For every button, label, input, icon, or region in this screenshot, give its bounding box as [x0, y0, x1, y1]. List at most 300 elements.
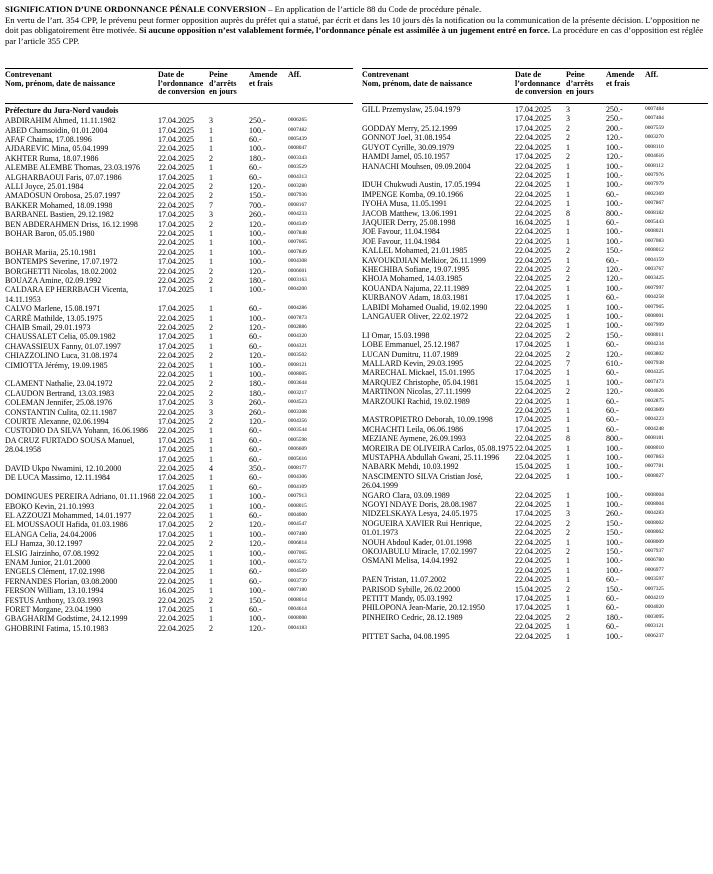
- case-number-line: 0007781: [645, 463, 664, 470]
- fine-amount: [249, 220, 288, 229]
- fine-amount: [606, 509, 645, 518]
- detention-days-line: 2: [209, 417, 213, 427]
- detention-days: [566, 519, 606, 538]
- case-number: [288, 408, 326, 417]
- detention-days: [209, 351, 249, 360]
- order-date: [158, 314, 209, 323]
- order-date-line: 22.04.2025: [515, 622, 551, 632]
- detention-days: [209, 389, 249, 398]
- fine-amount: [606, 500, 645, 509]
- case-number-line: 0007999: [645, 322, 664, 329]
- table-row: [362, 227, 708, 236]
- fine-amount: [606, 133, 645, 142]
- fine-amount: [606, 162, 645, 181]
- case-number-line: 0004286: [288, 305, 307, 312]
- fine-amount: [606, 303, 645, 312]
- contravener-name: HANACHI Mouhsen, 09.09.2004: [362, 161, 471, 171]
- case-number-line: 0008112: [645, 162, 664, 169]
- detention-days-line: 2: [566, 387, 570, 397]
- fine-amount: [606, 415, 645, 424]
- header-date-line1: Date de: [158, 70, 184, 80]
- order-date-line: 17.04.2025: [515, 424, 551, 434]
- case-number-line: 0006237: [645, 632, 664, 639]
- detention-days: [209, 530, 249, 539]
- fine-amount-line: 100.-: [606, 462, 623, 472]
- table-row: [362, 603, 708, 612]
- order-date: [515, 491, 566, 500]
- fine-amount: [249, 135, 288, 144]
- contravener-name: BARBANEL Bastien, 29.12.1982: [5, 210, 114, 220]
- order-date: [515, 124, 566, 133]
- contravener-name: CALDARA EP HERRBACH Vicenta, 14.11.1953: [5, 285, 129, 304]
- case-number: [288, 577, 326, 586]
- case-number: [288, 342, 326, 351]
- order-date-line: 22.04.2025: [515, 443, 551, 453]
- case-number-line: 0007937: [645, 548, 664, 555]
- detention-days-line: 1: [566, 471, 570, 481]
- case-number-line: 0008011: [645, 331, 664, 338]
- header-name-line1: Contrevenant: [5, 70, 52, 80]
- contravener-name: FESTUS Anthony, 13.03.1993: [5, 595, 103, 605]
- table-row: [5, 473, 353, 492]
- fine-amount: [606, 632, 645, 641]
- order-date-line: 22.04.2025: [515, 330, 551, 340]
- fine-amount: [606, 124, 645, 133]
- order-date: [158, 398, 209, 407]
- fine-amount: [606, 462, 645, 471]
- fine-amount-line: 150.-: [249, 595, 266, 605]
- case-number: [288, 511, 326, 520]
- order-date-line: 22.04.2025: [515, 199, 551, 209]
- case-number-line: 0003217: [288, 389, 307, 396]
- fine-amount: [249, 567, 288, 576]
- order-date: [158, 323, 209, 332]
- case-number-line: 0007484: [645, 115, 664, 122]
- fine-amount: [606, 453, 645, 462]
- detention-days-line: 1: [209, 492, 213, 502]
- contravener-name: BONTEMPS Severine, 17.07.1972: [5, 257, 118, 267]
- detention-days-line: 1: [209, 144, 213, 154]
- order-date: [515, 603, 566, 612]
- case-number-line: 0007997: [645, 284, 664, 291]
- detention-days: [566, 378, 606, 387]
- order-date-line: 15.04.2025: [515, 377, 551, 387]
- contravener-name: CONSTANTIN Culita, 02.11.1987: [5, 407, 117, 417]
- fine-amount: [606, 556, 645, 575]
- fine-amount-line: 60.-: [606, 405, 619, 415]
- detention-days-line: 1: [209, 558, 213, 568]
- detention-days: [209, 473, 249, 492]
- detention-days: [209, 323, 249, 332]
- order-date: [158, 624, 209, 633]
- order-date: [515, 209, 566, 218]
- case-number-line: 0006601: [288, 267, 307, 274]
- case-number: [288, 502, 326, 511]
- fine-amount-line: 150.-: [606, 246, 623, 256]
- order-date-line: 22.04.2025: [158, 388, 194, 398]
- contravener-name: ENGELS Clément, 17.02.1998: [5, 567, 105, 577]
- case-number-line: 0003308: [288, 408, 307, 415]
- fine-amount-line: 100.-: [606, 565, 623, 575]
- detention-days: [209, 173, 249, 182]
- order-date-line: 22.04.2025: [515, 321, 551, 331]
- table-row: [5, 304, 353, 313]
- detention-days: [209, 408, 249, 417]
- order-date-line: 22.04.2025: [158, 323, 194, 332]
- contravener-name: IYOHA Musa, 11.05.1991: [362, 199, 447, 209]
- case-number-line: 0004313: [288, 173, 307, 180]
- notice-paragraph-end: La procédure en cas d’opposition est réglée par l’article 355 CPP.: [5, 25, 704, 47]
- detention-days-line: 1: [566, 453, 570, 462]
- detention-days-line: 2: [566, 547, 570, 557]
- contravener-name: PAEN Tristan, 11.07.2002: [362, 575, 447, 585]
- header-aff: Aff.: [288, 70, 302, 80]
- contravener-name: LANGAUER Oliver, 22.02.1972: [362, 311, 469, 321]
- case-number-line: 0004219: [645, 595, 664, 602]
- table-row: [5, 549, 353, 558]
- order-date-line: 17.04.2025: [158, 473, 194, 483]
- fine-amount-line: 60.-: [606, 424, 619, 434]
- contravener-name: BAKKER Mohamed, 18.09.1998: [5, 200, 113, 210]
- table-row: [362, 190, 708, 199]
- case-number-line: 0007480: [288, 530, 307, 537]
- case-number-line: 0006814: [288, 540, 307, 547]
- order-date-line: 22.04.2025: [515, 302, 551, 312]
- contravener-name: BORGHETTI Nicolas, 18.02.2002: [5, 266, 117, 276]
- case-number: [288, 351, 326, 360]
- detention-days-line: 2: [566, 584, 570, 594]
- order-date-line: 17.04.2025: [515, 114, 551, 124]
- detention-days: [209, 549, 249, 558]
- table-row: [5, 614, 353, 623]
- case-number: [645, 472, 683, 491]
- case-number-line: 0004321: [288, 342, 307, 349]
- fine-amount-line: 100.-: [606, 302, 623, 312]
- table-row: [362, 462, 708, 471]
- contravener-name: IDUH Chukwudi Austin, 17.05.1994: [362, 180, 481, 190]
- table-row: [362, 434, 708, 443]
- order-date-line: 22.04.2025: [515, 631, 551, 641]
- detention-days: [566, 209, 606, 218]
- table-row: [362, 425, 708, 434]
- case-number: [645, 284, 683, 293]
- order-date-line: 22.04.2025: [158, 501, 194, 511]
- table-row: [5, 229, 353, 248]
- case-number-line: 0008004: [645, 501, 664, 508]
- case-number: [288, 549, 326, 558]
- order-date-line: 17.04.2025: [158, 529, 194, 539]
- fine-amount-line: 100.-: [249, 492, 266, 502]
- detention-days: [566, 180, 606, 189]
- case-number: [645, 190, 683, 199]
- contravener-name: GBAGHARIM Godstime, 24.12.1999: [5, 614, 128, 624]
- fine-amount: [249, 520, 288, 529]
- fine-amount: [249, 323, 288, 332]
- order-date: [515, 237, 566, 246]
- detention-days: [209, 614, 249, 623]
- table-row: [362, 246, 708, 255]
- case-number: [288, 520, 326, 529]
- case-number-line: 0002369: [645, 190, 664, 197]
- header-name: [362, 71, 515, 103]
- fine-amount-line: 150.-: [249, 191, 266, 201]
- case-number: [288, 464, 326, 473]
- contravener-name: OKOJABULU Miracle, 17.02.1997: [362, 547, 477, 557]
- detention-days-line: 8: [566, 208, 570, 218]
- table-row: [5, 182, 353, 191]
- fine-amount-line: 100.-: [606, 199, 623, 209]
- fine-amount-line: 100.-: [249, 614, 266, 624]
- detention-days: [209, 586, 249, 595]
- case-number: [645, 415, 683, 424]
- contravener-name: KAVOUKDJIAN Melkior, 26.11.1999: [362, 255, 486, 265]
- fine-amount-line: 120.-: [249, 539, 266, 549]
- detention-days-line: 1: [209, 605, 213, 615]
- detention-days: [209, 558, 249, 567]
- fine-amount-line: 60.-: [606, 415, 619, 425]
- order-date-line: 22.04.2025: [515, 358, 551, 368]
- case-number: [645, 312, 683, 331]
- order-date-line: 22.04.2025: [158, 200, 194, 210]
- case-number-line: 0008021: [645, 228, 664, 235]
- fine-amount-line: 150.-: [606, 528, 623, 538]
- case-number-line: 0008010: [645, 444, 664, 451]
- order-date: [158, 116, 209, 125]
- case-number: [288, 614, 326, 623]
- order-date: [158, 530, 209, 539]
- fine-amount: [606, 180, 645, 189]
- detention-days-line: 3: [209, 398, 213, 408]
- detention-days-line: 1: [209, 511, 213, 521]
- order-date-line: 17.04.2025: [515, 152, 551, 162]
- case-number: [645, 340, 683, 349]
- table-row: [362, 585, 708, 594]
- order-date-line: 17.04.2025: [158, 219, 194, 229]
- contravener-name: IMPENGE Komba, 09.10.1966: [362, 189, 464, 199]
- case-number-line: 0004569: [288, 568, 307, 575]
- order-date: [515, 350, 566, 359]
- detention-days-line: 1: [566, 199, 570, 209]
- order-date: [515, 500, 566, 509]
- table-row: [5, 389, 353, 398]
- fine-amount: [606, 237, 645, 246]
- order-date: [158, 126, 209, 135]
- case-number-line: 0004626: [645, 388, 664, 395]
- order-date-line: 22.04.2025: [158, 623, 194, 633]
- case-number: [288, 314, 326, 323]
- header-date-line3: de conversion: [515, 87, 562, 97]
- detention-days: [566, 237, 606, 246]
- order-date-line: 22.04.2025: [515, 453, 551, 462]
- fine-amount: [249, 229, 288, 248]
- detention-days-line: 1: [209, 125, 213, 135]
- detention-days-line: 1: [209, 134, 213, 144]
- order-date-line: 15.04.2025: [515, 462, 551, 472]
- table-row: [5, 436, 353, 464]
- detention-days-line: 1: [566, 302, 570, 312]
- detention-days: [566, 397, 606, 416]
- fine-amount: [606, 472, 645, 491]
- order-date: [158, 473, 209, 492]
- order-date: [515, 256, 566, 265]
- fine-amount-line: 200.-: [606, 123, 623, 133]
- case-number-line: 0006780: [645, 557, 664, 564]
- table-row: [5, 492, 353, 501]
- contravener-name: NIDZELSKAYA Lesya, 24.05.1975: [362, 509, 478, 519]
- fine-amount: [249, 586, 288, 595]
- order-date-line: 22.04.2025: [158, 379, 194, 389]
- fine-amount-line: 120.-: [606, 264, 623, 274]
- detention-days: [209, 624, 249, 633]
- case-number-line: 0008001: [645, 312, 664, 319]
- fine-amount-line: 100.-: [249, 313, 266, 323]
- detention-days-line: 2: [566, 528, 570, 538]
- fine-amount-line: 60.-: [606, 340, 619, 350]
- case-number-line: 0003739: [288, 577, 307, 584]
- order-date-line: 22.04.2025: [515, 387, 551, 397]
- detention-days-line: 1: [209, 567, 213, 577]
- detention-days: [209, 191, 249, 200]
- detention-days-line: 1: [209, 360, 213, 370]
- detention-days: [209, 464, 249, 473]
- detention-days-line: 1: [209, 163, 213, 173]
- order-date-line: 22.04.2025: [158, 247, 194, 257]
- detention-days: [566, 350, 606, 359]
- detention-days: [209, 605, 249, 614]
- detention-days: [209, 502, 249, 511]
- contravener-name: JOE Favour, 11.04.1984: [362, 227, 440, 237]
- order-date-line: 22.04.2025: [515, 236, 551, 246]
- detention-days: [209, 154, 249, 163]
- fine-amount: [606, 274, 645, 283]
- order-date-line: 22.04.2025: [515, 537, 551, 547]
- detention-days-line: 2: [209, 266, 213, 276]
- fine-amount-line: 250.-: [606, 114, 623, 124]
- case-number-line: 0003609: [645, 406, 664, 413]
- contravener-name: JOE Favour, 11.04.1984: [362, 236, 440, 246]
- order-date-line: 22.04.2025: [158, 558, 194, 568]
- order-date-line: 22.04.2025: [515, 405, 551, 415]
- order-date-line: 22.04.2025: [515, 575, 551, 585]
- order-date: [158, 210, 209, 219]
- detention-days-line: 1: [566, 227, 570, 237]
- detention-days: [209, 417, 249, 426]
- case-number: [288, 332, 326, 341]
- order-date-line: 17.04.2025: [515, 340, 551, 350]
- fine-amount: [606, 547, 645, 556]
- case-number-line: 0002875: [645, 397, 664, 404]
- case-number-line: 0004159: [645, 256, 664, 263]
- fine-amount-line: 100.-: [606, 556, 623, 566]
- order-date: [158, 248, 209, 257]
- order-date: [515, 162, 566, 181]
- case-number-line: 0003529: [288, 164, 307, 171]
- table-row: [5, 332, 353, 341]
- case-number: [288, 624, 326, 633]
- contravener-name: CLAMENT Nathalie, 23.04.1972: [5, 379, 113, 389]
- detention-days: [209, 163, 249, 172]
- fine-amount-line: 800.-: [606, 208, 623, 218]
- fine-amount-line: 60.-: [249, 332, 262, 342]
- table-row: [362, 312, 708, 331]
- fine-amount-line: 180.-: [249, 379, 266, 389]
- case-number: [288, 210, 326, 219]
- header-rule: [5, 103, 353, 104]
- fine-amount-line: 60.-: [249, 426, 262, 436]
- detention-days-line: 1: [566, 443, 570, 453]
- detention-days-line: 2: [566, 264, 570, 274]
- fine-amount-line: 60.-: [249, 172, 262, 182]
- case-number-line: 0004200: [288, 286, 307, 293]
- detention-days: [566, 444, 606, 453]
- case-number-line: 0004325: [645, 369, 664, 376]
- case-number: [645, 462, 683, 471]
- fine-amount: [606, 491, 645, 500]
- case-number-line: 0006977: [645, 566, 664, 573]
- order-date: [158, 304, 209, 313]
- fine-amount: [606, 246, 645, 255]
- table-row: [5, 173, 353, 182]
- fine-amount-line: 60.-: [606, 189, 619, 199]
- detention-days-line: 1: [209, 313, 213, 323]
- table-row: [362, 500, 708, 509]
- fine-amount: [606, 350, 645, 359]
- order-date-line: 22.04.2025: [515, 161, 551, 171]
- table-row: [5, 464, 353, 473]
- detention-days: [566, 509, 606, 518]
- case-number: [645, 359, 683, 368]
- fine-amount: [249, 285, 288, 304]
- contravener-name: LUCAN Dumitru, 11.07.1989: [362, 349, 459, 359]
- case-number-line: 0004547: [288, 521, 307, 528]
- case-number: [645, 575, 683, 584]
- detention-days: [209, 257, 249, 266]
- case-number-line: 0003597: [645, 576, 664, 583]
- contravener-name: ALGHARBAOUI Faris, 07.07.1986: [5, 172, 122, 182]
- fine-amount-line: 100.-: [606, 377, 623, 387]
- order-date-line: 22.04.2025: [158, 238, 194, 248]
- header-peine-line3: en jours: [209, 87, 237, 97]
- fine-amount-line: 100.-: [606, 490, 623, 500]
- detention-days: [209, 210, 249, 219]
- detention-days-line: 1: [566, 490, 570, 500]
- order-date-line: 17.04.2025: [515, 415, 551, 425]
- detention-days: [209, 492, 249, 501]
- detention-days-line: 1: [209, 473, 213, 483]
- contravener-name: MALLARD Kevin, 29.03.1995: [362, 358, 464, 368]
- table-row: [362, 340, 708, 349]
- table-row: [5, 426, 353, 435]
- fine-amount: [249, 173, 288, 182]
- detention-days: [209, 539, 249, 548]
- order-date-line: 22.04.2025: [158, 511, 194, 521]
- table-row: [5, 417, 353, 426]
- table-row: [5, 342, 353, 351]
- contravener-name: PINHEIRO Cedric, 28.12.1989: [362, 612, 463, 622]
- table-row: [5, 248, 353, 257]
- case-number-line: 0008004: [645, 491, 664, 498]
- order-date: [158, 229, 209, 248]
- detention-days: [566, 293, 606, 302]
- contravener-name: ELANGA Celia, 24.04.2006: [5, 529, 97, 539]
- contravener-name: MARECHAL Mickael, 15.01.1995: [362, 368, 475, 378]
- order-date: [515, 340, 566, 349]
- detention-days: [566, 491, 606, 500]
- fine-amount: [249, 304, 288, 313]
- case-number: [288, 248, 326, 257]
- case-number-line: 0005616: [288, 455, 307, 462]
- order-date: [515, 190, 566, 199]
